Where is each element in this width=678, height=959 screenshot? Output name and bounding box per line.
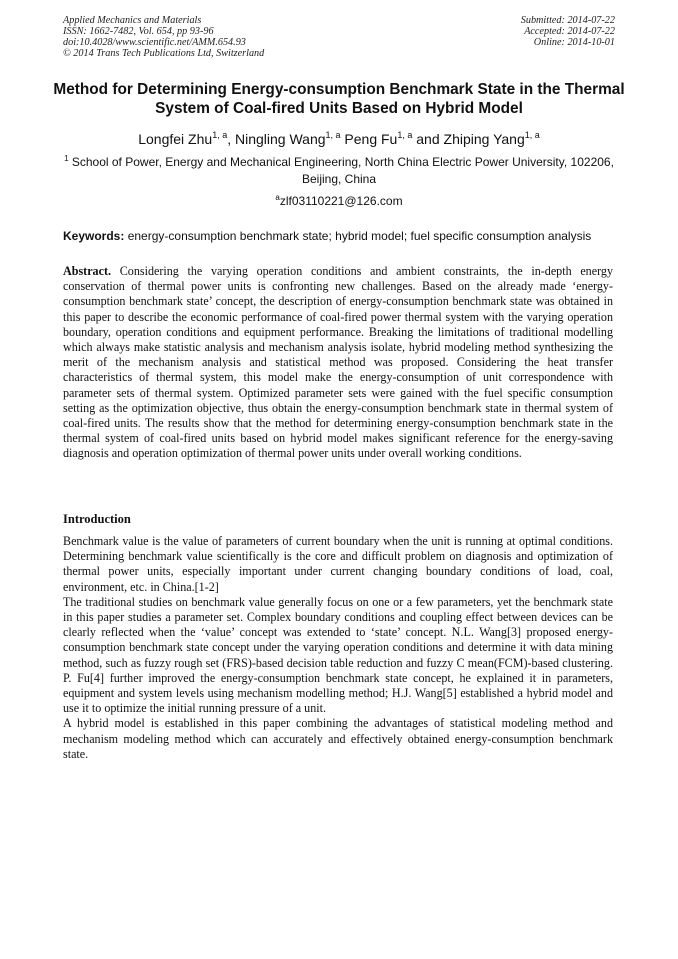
paragraph: The traditional studies on benchmark value generally focus on one or a few parameters, yet the benchmark state in this paper studies a parameter set. Complex boundary conditions and coupling effect between devices can be clearly reflected when the ‘value’ concept was extended to ‘state’ concept. N.L. Wang[3] proposed energy-consumption benchmark state concept under the varying operation conditions and determine it with data mining method, such as fuzzy rough set (FRS)-based decision table reduction and fuzzy C mean(FCM)-based clustering. P. Fu[4] further improved the energy-consumption benchmark state concept, he explained it in parameters, equipment and system levels using mechanism modelling method; H.J. Wang[5] established a hybrid model and use it to optimize the initial running pressure of a unit. (63, 594, 613, 716)
paragraph: A hybrid model is established in this paper combining the advantages of statistical modeling method and mechanism modeling method which can accurately and effectively obtained energy-consumption benchmark state. (63, 716, 613, 761)
author-separator: , (227, 131, 235, 147)
author-name: Longfei Zhu (138, 131, 213, 147)
author-affiliation-mark: 1, a (325, 130, 341, 140)
journal-info (63, 15, 264, 59)
author-affiliation-mark: 1, a (212, 130, 228, 140)
keywords (63, 229, 623, 244)
affiliation-mark: 1 (64, 154, 69, 163)
author-name: Zhiping Yang (443, 131, 525, 147)
copyright-line: © 2014 Trans Tech Publications Ltd, Switzerland (63, 48, 265, 59)
introduction-body (63, 534, 613, 762)
email-address[interactable]: zlf03110221@126.com (279, 194, 403, 208)
author-affiliation-mark: 1, a (397, 130, 413, 140)
author-affiliation-mark: 1, a (524, 130, 540, 140)
journal-name: Applied Mechanics and Materials (63, 15, 202, 26)
submitted-date: Submitted: 2014-07-22 (520, 15, 615, 26)
author-list (30, 130, 648, 148)
affiliation-text: School of Power, Energy and Mechanical Engineering, North China Electric Power University, 102206, Beijing, China (71, 155, 614, 186)
section-heading-introduction: Introduction (63, 512, 131, 526)
abstract-text: Considering the varying operation conditions and ambient constraints, the in-depth energy conservation of thermal power units is confronting new challenges. Based on the already made ‘energy-consumption benchmark state’ concept, the description of energy-consumption benchmark state was obtained in this paper to describe the economic performance of coal-fired power thermal system with the varying operation boundary, operation conditions and equipment performance. Breaking the limitations of traditional modelling which always make statistic analysis and mechanism analysis isolate, hybrid modeling method synthesizing the merit of the mechanism analysis and statistical method was proposed. Considering the heat transfer characteristics of thermal system, this model make the energy-consumption of unit correspondence with parameter sets of thermal system. Optimized parameter sets were gained with the fuel specific consumption setting as the optimization objective, thus obtain the energy-consumption benchmark state in thermal system of coal-fired units. The results show that the method for determining energy-consumption benchmark state in the thermal system of coal-fired units based on hybrid model makes significant reference for the energy-saving diagnosis and operation optimization of thermal power units under overall working conditions. (63, 264, 614, 461)
accepted-date: Accepted: 2014-07-22 (524, 26, 615, 37)
author-separator: and (412, 131, 444, 147)
contact-email (50, 194, 628, 209)
author-name: Peng Fu (344, 131, 398, 147)
issn-line: ISSN: 1662-7482, Vol. 654, pp 93-96 (63, 26, 214, 37)
doi-line: doi:10.4028/www.scientific.net/AMM.654.93 (63, 37, 246, 48)
email-mark: a (275, 193, 280, 202)
affiliation (50, 154, 628, 188)
author-name: Ningling Wang (234, 131, 326, 147)
publication-dates (521, 15, 615, 48)
keywords-label: Keywords: (63, 229, 125, 243)
online-date: Online: 2014-10-01 (533, 37, 615, 48)
abstract-label: Abstract. (63, 264, 112, 278)
abstract (63, 264, 613, 462)
paragraph: Benchmark value is the value of parameters of current boundary when the unit is running at optimal conditions. Determining benchmark value scientifically is the core and difficult problem on diagnosis and optimization of thermal power units, especially important under current changing boundary conditions of load, coal, environment, etc. in China.[1-2] (63, 534, 613, 594)
paper-title: Method for Determining Energy-consumption Benchmark State in the Thermal System of Coal-fired Units Based on Hybrid Model (53, 81, 625, 117)
keywords-text: energy-consumption benchmark state; hybrid model; fuel specific consumption analysis (127, 229, 592, 243)
